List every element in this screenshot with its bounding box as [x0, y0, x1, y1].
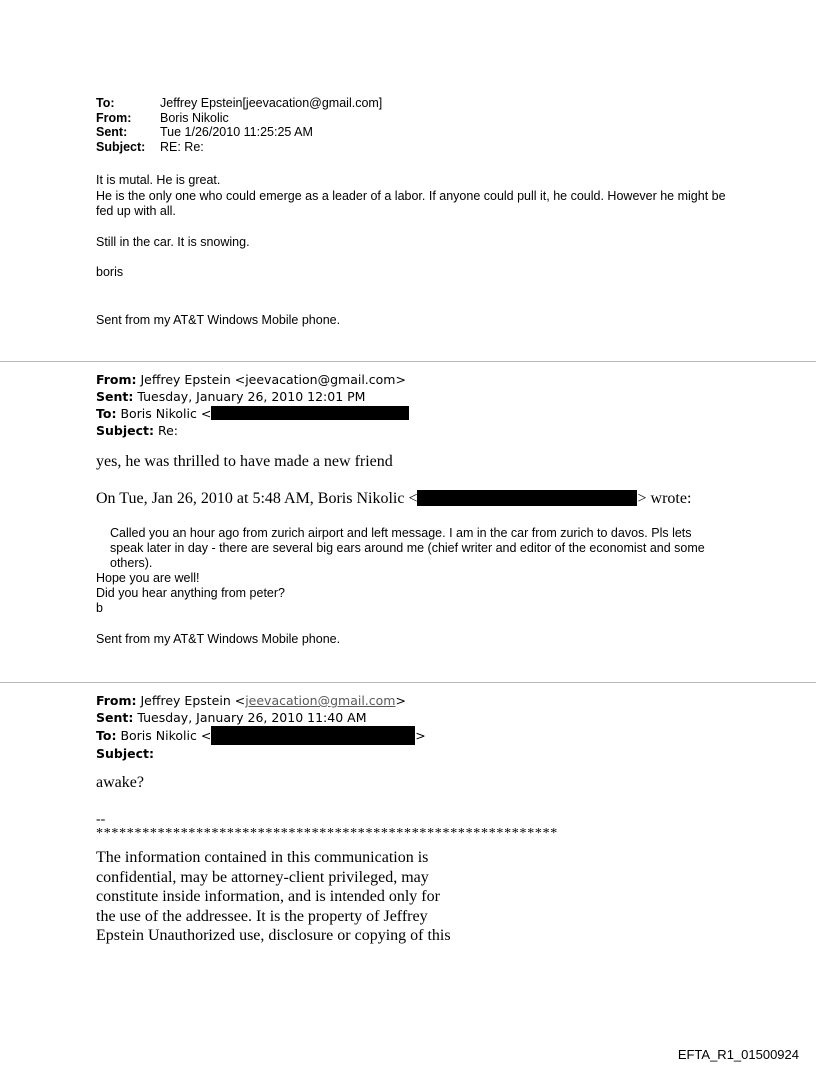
to-suffix: >: [415, 728, 426, 743]
from-row: [96, 111, 382, 126]
from-suffix: >: [395, 693, 406, 708]
subject-value: RE: Re:: [160, 139, 204, 154]
redaction-bar: [211, 726, 415, 745]
sent-value: Tuesday, January 26, 2010 12:01 PM: [137, 389, 366, 404]
message2-quote-header: [96, 489, 691, 508]
subject-row: [96, 140, 382, 155]
signature-stars: ************************************************************: [96, 826, 558, 841]
from-label: From:: [96, 693, 137, 708]
email-link[interactable]: jeevacation@gmail.com: [245, 693, 396, 708]
to-value: Boris Nikolic <: [120, 728, 212, 743]
from-row: [96, 692, 426, 709]
from-value: Boris Nikolic: [160, 110, 229, 125]
message1-sent-from: Sent from my AT&T Windows Mobile phone.: [96, 313, 341, 327]
message1-para1-line1: It is mutal. He is great.: [96, 173, 221, 187]
from-row: [96, 371, 409, 388]
sent-label: Sent:: [96, 389, 134, 404]
divider: [0, 361, 816, 362]
sent-row: [96, 388, 409, 405]
sent-label: Sent:: [96, 125, 128, 139]
from-prefix: Jeffrey Epstein <: [140, 693, 246, 708]
subject-row: [96, 745, 426, 762]
message2-quoted-text: Called you an hour ago from zurich airport and left message. I am in the car from zurich to davos. Pls lets speak later in day - there are several big ears around me (chief writer and editor of the economist and some others).: [110, 526, 705, 570]
subject-label: Subject:: [96, 423, 154, 438]
to-value: Boris Nikolic <: [120, 406, 212, 421]
to-row: [96, 96, 382, 111]
to-label: To:: [96, 96, 115, 110]
message1-header: [96, 96, 382, 154]
from-label: From:: [96, 110, 132, 125]
message2-line-hope: Hope you are well!: [96, 571, 200, 585]
message3-header: [96, 692, 426, 762]
from-label: From:: [96, 372, 137, 387]
message2-header: [96, 371, 409, 439]
subject-row: [96, 422, 409, 439]
signature-dashes: --: [96, 812, 106, 827]
sent-value: Tue 1/26/2010 11:25:25 AM: [160, 125, 313, 139]
subject-label: Subject:: [96, 139, 146, 154]
to-row: [96, 726, 426, 745]
quote-intro: On Tue, Jan 26, 2010 at 5:48 AM, Boris Nikolic <: [96, 490, 418, 507]
redaction-bar: [417, 490, 637, 506]
message2-body: yes, he was thrilled to have made a new friend: [96, 453, 393, 470]
sent-row: [96, 709, 426, 726]
from-value: Jeffrey Epstein <jeevacation@gmail.com>: [140, 372, 406, 387]
message1-paragraph-1: [96, 173, 736, 220]
subject-value: Re:: [157, 423, 179, 438]
message2-line-peter: Did you hear anything from peter?: [96, 586, 285, 600]
sent-row: [96, 125, 382, 140]
sent-value: Tuesday, January 26, 2010 11:40 AM: [137, 710, 367, 725]
document-id: EFTA_R1_01500924: [677, 1047, 799, 1062]
message2-line-b: b: [96, 601, 103, 615]
subject-label: Subject:: [96, 746, 154, 761]
to-value: Jeffrey Epstein[jeevacation@gmail.com]: [160, 96, 383, 110]
to-label: To:: [96, 406, 117, 421]
divider: [0, 682, 816, 683]
redaction-bar: [211, 406, 409, 420]
quote-wrote: > wrote:: [637, 490, 692, 507]
to-label: To:: [96, 728, 117, 743]
to-row: [96, 405, 409, 422]
message2-sent-from: Sent from my AT&T Windows Mobile phone.: [96, 632, 341, 646]
message1-paragraph-2: Still in the car. It is snowing.: [96, 235, 250, 249]
sent-label: Sent:: [96, 710, 134, 725]
message1-signature: boris: [96, 265, 124, 279]
message1-para1-line2: He is the only one who could emerge as a leader of a labor. If anyone could pull it, he could. However he might be fed up with all.: [96, 188, 726, 218]
confidentiality-disclaimer: The information contained in this communication is confidential, may be attorney-client privileged, may constitute inside information, and is intended only for the use of the addressee. It is the property of Jeffrey Epstein Unauthorized use, disclosure or copying of this: [96, 849, 451, 944]
message3-body: awake?: [96, 774, 144, 791]
